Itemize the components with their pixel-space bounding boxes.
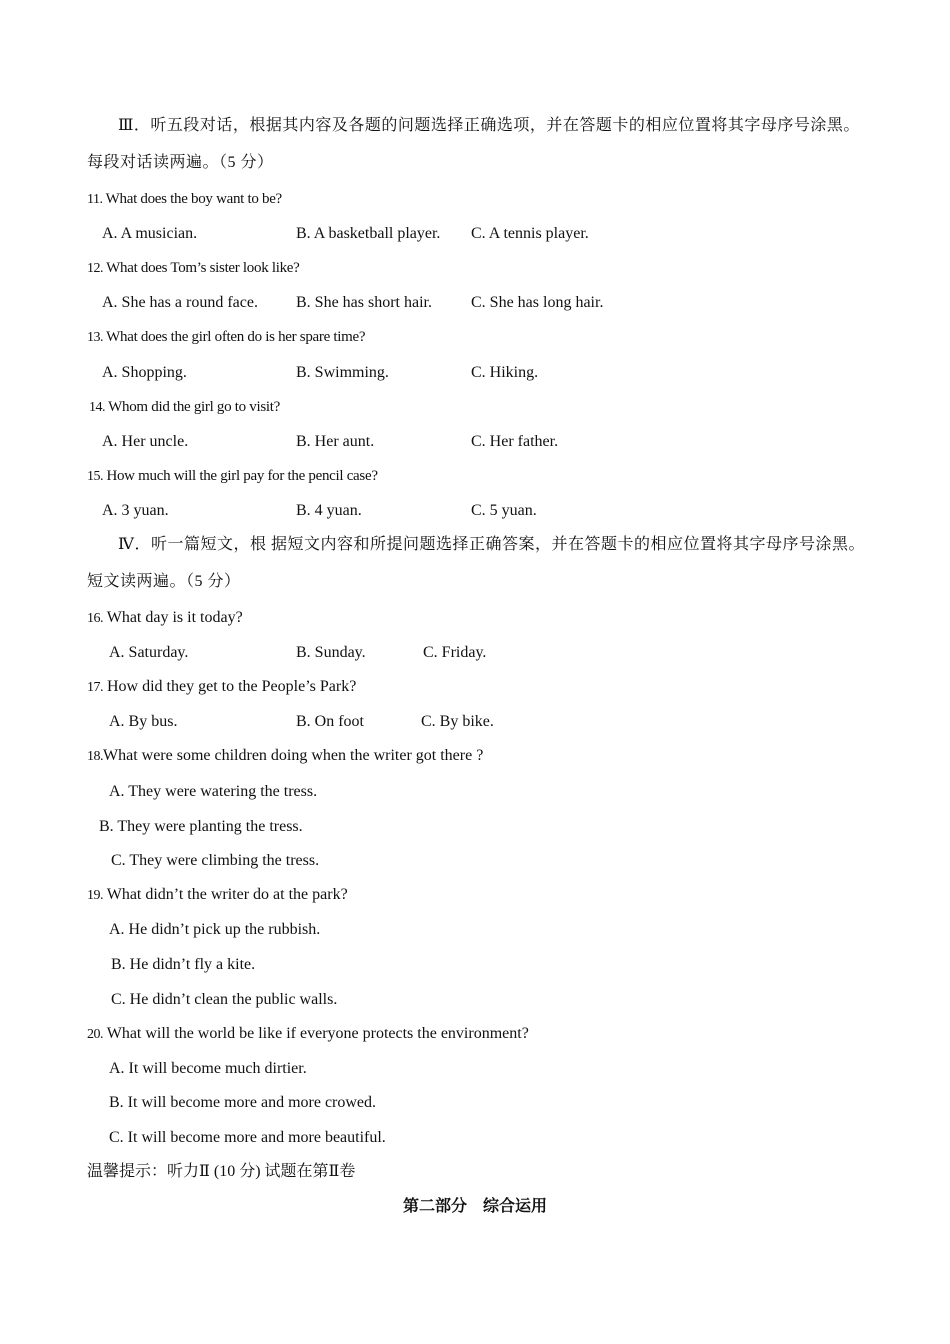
q16-option-a: A. Saturday. xyxy=(109,644,189,661)
q15-option-c: C. 5 yuan. xyxy=(471,502,537,519)
q16-option-c: C. Friday. xyxy=(423,644,487,661)
q18-option-c: C. They were climbing the tress. xyxy=(111,852,320,869)
q15-option-a: A. 3 yuan. xyxy=(102,502,169,519)
q17-option-c: C. By bike. xyxy=(421,713,494,730)
question-11: 11. What does the boy want to be? xyxy=(87,191,282,207)
q15-option-b: B. 4 yuan. xyxy=(296,502,362,519)
question-12: 12. What does Tom’s sister look like? xyxy=(87,260,300,276)
question-15: 15. How much will the girl pay for the pencil case? xyxy=(87,468,378,484)
question-13: 13. What does the girl often do is her spare time? xyxy=(87,329,366,345)
q12-option-a: A. She has a round face. xyxy=(102,294,258,311)
q20-option-a: A. It will become much dirtier. xyxy=(109,1060,307,1077)
q18-option-b: B. They were planting the tress. xyxy=(99,818,303,835)
q13-option-b: B. Swimming. xyxy=(296,364,389,381)
part-title: 第二部分 综合运用 xyxy=(402,1198,547,1215)
q20-option-b: B. It will become more and more crowed. xyxy=(109,1094,377,1111)
section-4-instruction: Ⅳ．听一篇短文，根 据短文内容和所提问题选择正确答案，并在答题卡的相应位置将其字母序号涂黑。 xyxy=(118,536,865,553)
q14-option-b: B. Her aunt. xyxy=(296,433,375,450)
question-17: 17. How did they get to the People’s Park? xyxy=(87,678,357,695)
q20-option-c: C. It will become more and more beautiful. xyxy=(109,1129,386,1146)
q19-option-a: A. He didn’t pick up the rubbish. xyxy=(109,921,321,938)
question-14: 14. Whom did the girl go to visit? xyxy=(89,399,280,415)
section-3-instruction: Ⅲ．听五段对话，根据其内容及各题的问题选择正确选项，并在答题卡的相应位置将其字母序号涂黑。 xyxy=(118,117,860,134)
q17-option-a: A. By bus. xyxy=(109,713,178,730)
q12-option-b: B. She has short hair. xyxy=(296,294,432,311)
listening-tip: 温馨提示：听力Ⅱ (10 分) 试题在第Ⅱ卷 xyxy=(87,1163,356,1180)
q13-option-c: C. Hiking. xyxy=(471,364,539,381)
q18-option-a: A. They were watering the tress. xyxy=(109,783,318,800)
q19-option-c: C. He didn’t clean the public walls. xyxy=(111,991,338,1008)
q14-option-a: A. Her uncle. xyxy=(102,433,189,450)
section-3-instruction-cont: 每段对话读两遍。（5 分） xyxy=(87,154,274,171)
section-4-instruction-cont: 短文读两遍。（5 分） xyxy=(87,573,241,590)
question-16: 16. What day is it today? xyxy=(87,609,243,626)
q19-option-b: B. He didn’t fly a kite. xyxy=(111,956,256,973)
q11-option-a: A. A musician. xyxy=(102,225,198,242)
q13-option-a: A. Shopping. xyxy=(102,364,187,381)
q11-option-b: B. A basketball player. xyxy=(296,225,441,242)
q11-option-c: C. A tennis player. xyxy=(471,225,589,242)
q17-option-b: B. On foot xyxy=(296,713,364,730)
q16-option-b: B. Sunday. xyxy=(296,644,366,661)
q14-option-c: C. Her father. xyxy=(471,433,559,450)
question-20: 20. What will the world be like if everyone protects the environment? xyxy=(87,1025,529,1042)
question-18: 18.What were some children doing when the writer got there ? xyxy=(87,747,484,764)
q12-option-c: C. She has long hair. xyxy=(471,294,604,311)
question-19: 19. What didn’t the writer do at the park? xyxy=(87,886,348,903)
